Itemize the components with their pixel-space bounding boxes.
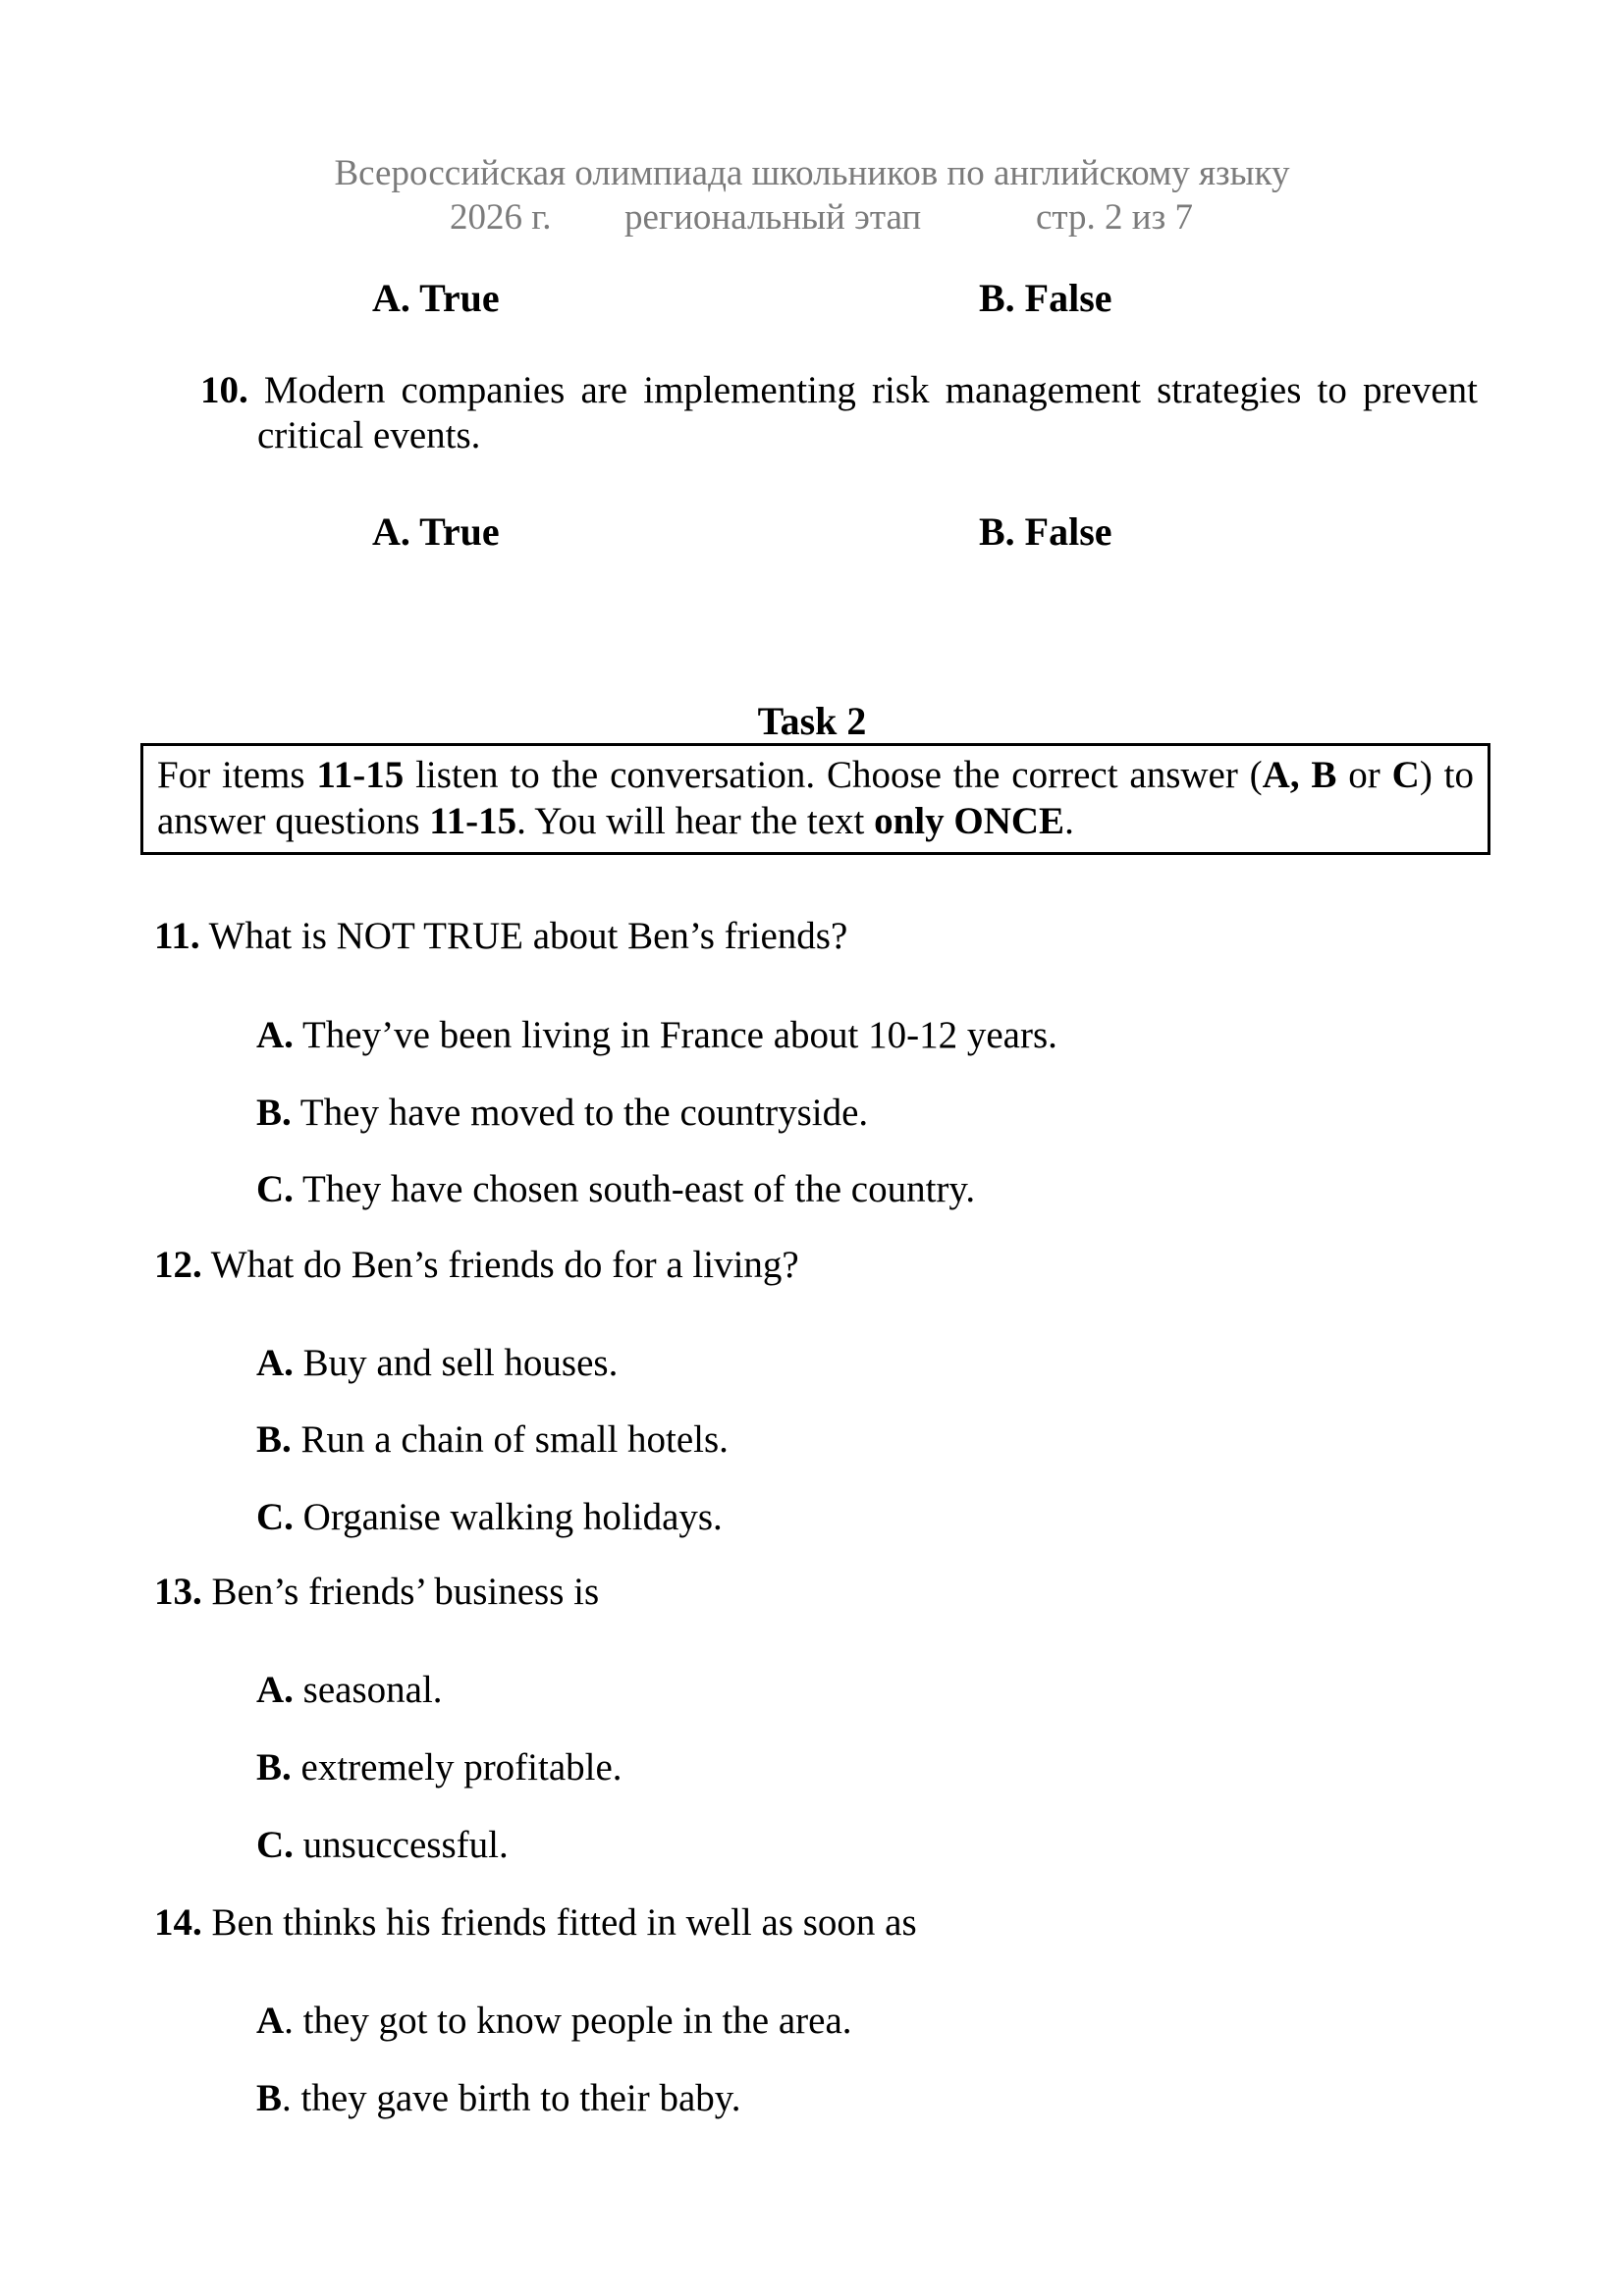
instructions-line-1 xyxy=(157,752,1474,798)
question-13-option-a-text: seasonal. xyxy=(293,1669,443,1711)
question-11-option-c-text: They have chosen south-east of the country. xyxy=(293,1168,976,1210)
question-12-option-c xyxy=(256,1495,723,1540)
page-header-meta xyxy=(0,195,1624,240)
question-14-option-a-label: A xyxy=(256,2000,285,2042)
question-12-text: What do Ben’s friends do for a living? xyxy=(201,1244,799,1286)
question-13 xyxy=(154,1570,599,1615)
question-13-option-a-label: A. xyxy=(256,1669,294,1711)
question-11-option-a-text: They’ve been living in France about 10-12 years. xyxy=(293,1014,1057,1056)
header-stage: региональный этап xyxy=(624,197,922,238)
instr-segment: . You will hear the text xyxy=(516,800,875,842)
question-12-option-b-label: B. xyxy=(256,1418,292,1461)
instr-segment: or xyxy=(1336,754,1392,796)
instr-items-range: 11-15 xyxy=(429,800,517,842)
question-12-option-c-label: C. xyxy=(256,1496,294,1538)
header-year: 2026 г. xyxy=(450,197,552,238)
question-13-option-b xyxy=(256,1745,623,1790)
question-14-number: 14. xyxy=(154,1901,202,1944)
true-option: A. True xyxy=(372,509,500,554)
question-14-option-b-text: . they gave birth to their baby. xyxy=(282,2077,741,2119)
question-12-option-a-text: Buy and sell houses. xyxy=(293,1342,619,1384)
question-13-option-b-text: extremely profitable. xyxy=(291,1746,623,1789)
page-header-title: Всероссийская олимпиада школьников по английскому языку xyxy=(334,153,1290,193)
question-11-number: 11. xyxy=(154,915,200,957)
question-14-option-a xyxy=(256,1999,852,2044)
question-12-number: 12. xyxy=(154,1244,202,1286)
question-14-text: Ben thinks his friends fitted in well as soon as xyxy=(201,1901,917,1944)
instr-segment: ) to xyxy=(1419,754,1474,796)
question-13-number: 13. xyxy=(154,1571,202,1613)
question-11-option-a-label: A. xyxy=(256,1014,294,1056)
question-11-option-b xyxy=(256,1091,868,1136)
false-option: B. False xyxy=(979,276,1112,320)
question-14-option-b-label: B xyxy=(256,2077,283,2119)
instructions-line-2 xyxy=(157,798,1474,844)
question-10-line-2: critical events. xyxy=(257,414,481,456)
true-false-row-2 xyxy=(0,509,1624,555)
question-14-option-b xyxy=(256,2076,741,2121)
question-13-text: Ben’s friends’ business is xyxy=(201,1571,600,1613)
true-false-row-1 xyxy=(0,276,1624,321)
instr-answer-letters: A, B xyxy=(1262,754,1337,796)
task-2-instructions-box xyxy=(140,743,1490,855)
question-13-option-b-label: B. xyxy=(256,1746,292,1789)
true-option: A. True xyxy=(372,276,500,320)
instr-segment: listen to the conversation. Choose the correct answer ( xyxy=(404,754,1263,796)
question-14-option-a-text: . they got to know people in the area. xyxy=(284,2000,852,2042)
task-2-heading: Task 2 xyxy=(757,699,867,743)
question-12-option-a-label: A. xyxy=(256,1342,294,1384)
question-11-option-a xyxy=(256,1013,1057,1058)
question-12-option-a xyxy=(256,1341,618,1386)
question-13-option-c-text: unsuccessful. xyxy=(293,1824,509,1866)
question-12-option-c-text: Organise walking holidays. xyxy=(293,1496,723,1538)
question-14 xyxy=(154,1900,917,1946)
instr-segment: . xyxy=(1064,800,1074,842)
question-11-option-b-text: They have moved to the countryside. xyxy=(291,1092,869,1134)
instr-segment: For items xyxy=(157,754,317,796)
question-11 xyxy=(154,914,847,959)
question-12-option-b-text: Run a chain of small hotels. xyxy=(291,1418,729,1461)
question-12-option-b xyxy=(256,1417,729,1463)
question-11-option-c xyxy=(256,1167,975,1212)
question-12 xyxy=(154,1243,799,1288)
question-10-line-1 xyxy=(200,368,1478,413)
question-10-number: 10. xyxy=(200,369,248,411)
instr-segment: answer questions xyxy=(157,800,430,842)
instr-items-range: 11-15 xyxy=(316,754,405,796)
instr-answer-letter-c: C xyxy=(1391,754,1420,796)
question-13-option-c-label: C. xyxy=(256,1824,294,1866)
question-11-option-b-label: B. xyxy=(256,1092,292,1134)
question-10 xyxy=(200,368,1478,458)
question-11-option-c-label: C. xyxy=(256,1168,294,1210)
question-13-option-c xyxy=(256,1823,509,1868)
question-10-text: Modern companies are implementing risk management strategies to prevent xyxy=(247,369,1478,411)
header-page-number: стр. 2 из 7 xyxy=(1036,197,1193,238)
question-11-text: What is NOT TRUE about Ben’s friends? xyxy=(199,915,848,957)
instr-only-once: only ONCE xyxy=(874,800,1065,842)
false-option: B. False xyxy=(979,509,1112,554)
question-13-option-a xyxy=(256,1668,443,1713)
